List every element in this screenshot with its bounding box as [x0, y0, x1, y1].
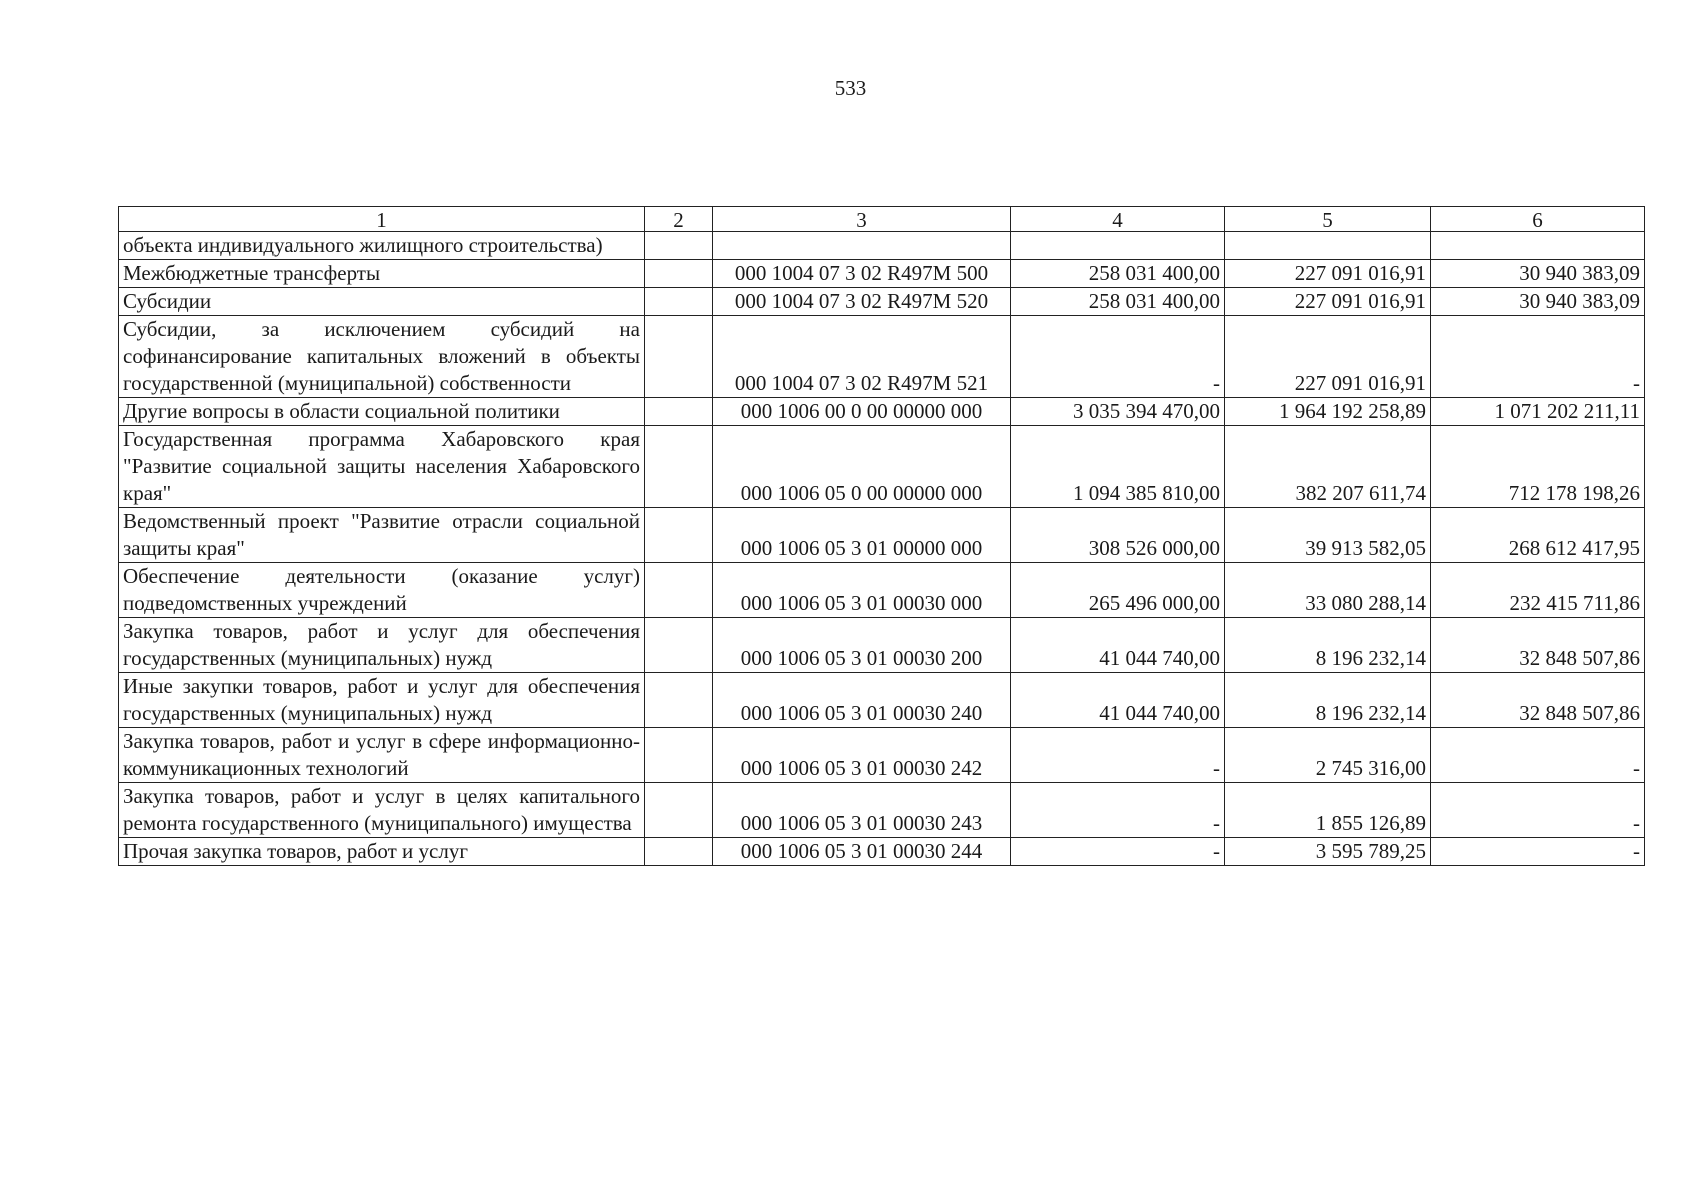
table-row: [119, 508, 1645, 563]
table-row: [119, 232, 1645, 260]
row-executed-cell: 39 913 582,05: [1225, 508, 1431, 563]
row-executed-cell: 227 091 016,91: [1225, 288, 1431, 316]
table-row: [119, 288, 1645, 316]
row-col2-cell: [645, 838, 713, 866]
row-remaining-cell: -: [1431, 783, 1645, 838]
col-header-6: 6: [1431, 207, 1645, 232]
table-row: [119, 316, 1645, 398]
row-remaining-cell: 232 415 711,86: [1431, 563, 1645, 618]
row-planned-cell: -: [1011, 728, 1225, 783]
row-col2-cell: [645, 426, 713, 508]
row-code-cell: 000 1006 05 3 01 00030 240: [713, 673, 1011, 728]
col-header-1: 1: [119, 207, 645, 232]
row-remaining-cell: -: [1431, 838, 1645, 866]
row-executed-cell: 227 091 016,91: [1225, 316, 1431, 398]
row-remaining-cell: 30 940 383,09: [1431, 260, 1645, 288]
row-code-cell: 000 1004 07 3 02 R497M 520: [713, 288, 1011, 316]
row-executed-cell: 8 196 232,14: [1225, 618, 1431, 673]
row-code-cell: 000 1004 07 3 02 R497M 500: [713, 260, 1011, 288]
row-code-cell: 000 1006 05 3 01 00030 000: [713, 563, 1011, 618]
row-col2-cell: [645, 398, 713, 426]
row-executed-cell: 8 196 232,14: [1225, 673, 1431, 728]
row-col2-cell: [645, 618, 713, 673]
row-code-cell: 000 1006 05 3 01 00000 000: [713, 508, 1011, 563]
row-planned-cell: 258 031 400,00: [1011, 260, 1225, 288]
row-col2-cell: [645, 508, 713, 563]
row-col2-cell: [645, 288, 713, 316]
col-header-5: 5: [1225, 207, 1431, 232]
row-name-cell: Иные закупки товаров, работ и услуг для обеспечения государственных (муниципальных) нужд: [119, 673, 645, 728]
row-col2-cell: [645, 673, 713, 728]
row-name-cell: Закупка товаров, работ и услуг для обеспечения государственных (муниципальных) нужд: [119, 618, 645, 673]
row-col2-cell: [645, 728, 713, 783]
row-planned-cell: -: [1011, 783, 1225, 838]
row-name-cell: Межбюджетные трансферты: [119, 260, 645, 288]
table-row: [119, 728, 1645, 783]
row-code-cell: 000 1006 05 3 01 00030 200: [713, 618, 1011, 673]
row-planned-cell: 41 044 740,00: [1011, 618, 1225, 673]
table-row: [119, 838, 1645, 866]
table-row: [119, 783, 1645, 838]
row-remaining-cell: 1 071 202 211,11: [1431, 398, 1645, 426]
row-remaining-cell: -: [1431, 316, 1645, 398]
table-row: [119, 673, 1645, 728]
row-executed-cell: 2 745 316,00: [1225, 728, 1431, 783]
row-col2-cell: [645, 563, 713, 618]
row-executed-cell: 1 964 192 258,89: [1225, 398, 1431, 426]
row-remaining-cell: 32 848 507,86: [1431, 618, 1645, 673]
row-name-cell: Ведомственный проект "Развитие отрасли социальной защиты края": [119, 508, 645, 563]
col-header-3: 3: [713, 207, 1011, 232]
table-row: [119, 563, 1645, 618]
row-executed-cell: 3 595 789,25: [1225, 838, 1431, 866]
row-planned-cell: 265 496 000,00: [1011, 563, 1225, 618]
row-executed-cell: 33 080 288,14: [1225, 563, 1431, 618]
row-code-cell: 000 1006 05 3 01 00030 242: [713, 728, 1011, 783]
row-remaining-cell: 268 612 417,95: [1431, 508, 1645, 563]
page-number: 533: [834, 76, 867, 100]
row-name-cell: Обеспечение деятельности (оказание услуг) подведомственных учреждений: [119, 563, 645, 618]
row-name-cell: Прочая закупка товаров, работ и услуг: [119, 838, 645, 866]
row-code-cell: 000 1006 05 3 01 00030 244: [713, 838, 1011, 866]
row-name-cell: Субсидии: [119, 288, 645, 316]
row-name-cell: Закупка товаров, работ и услуг в целях капитального ремонта государственного (муниципального) имущества: [119, 783, 645, 838]
row-executed-cell: 382 207 611,74: [1225, 426, 1431, 508]
row-executed-cell: 1 855 126,89: [1225, 783, 1431, 838]
table-row: [119, 426, 1645, 508]
row-executed-cell: 227 091 016,91: [1225, 260, 1431, 288]
row-planned-cell: 258 031 400,00: [1011, 288, 1225, 316]
row-planned-cell: 3 035 394 470,00: [1011, 398, 1225, 426]
row-col2-cell: [645, 316, 713, 398]
row-remaining-cell: 32 848 507,86: [1431, 673, 1645, 728]
col-header-4: 4: [1011, 207, 1225, 232]
col-header-2: 2: [645, 207, 713, 232]
row-name-cell: объекта индивидуального жилищного строительства): [119, 232, 645, 260]
row-code-cell: [713, 232, 1011, 260]
row-col2-cell: [645, 783, 713, 838]
row-code-cell: 000 1006 05 3 01 00030 243: [713, 783, 1011, 838]
row-planned-cell: 1 094 385 810,00: [1011, 426, 1225, 508]
row-planned-cell: -: [1011, 838, 1225, 866]
row-remaining-cell: [1431, 232, 1645, 260]
table-body: [119, 232, 1645, 866]
row-code-cell: 000 1006 05 0 00 00000 000: [713, 426, 1011, 508]
row-code-cell: 000 1006 00 0 00 00000 000: [713, 398, 1011, 426]
row-remaining-cell: 30 940 383,09: [1431, 288, 1645, 316]
budget-table: [118, 206, 1645, 866]
row-planned-cell: 41 044 740,00: [1011, 673, 1225, 728]
row-planned-cell: -: [1011, 316, 1225, 398]
row-planned-cell: 308 526 000,00: [1011, 508, 1225, 563]
table-row: [119, 618, 1645, 673]
table-row: [119, 398, 1645, 426]
row-name-cell: Другие вопросы в области социальной политики: [119, 398, 645, 426]
row-planned-cell: [1011, 232, 1225, 260]
row-name-cell: Государственная программа Хабаровского края "Развитие социальной защиты населения Хабаровского края": [119, 426, 645, 508]
row-remaining-cell: 712 178 198,26: [1431, 426, 1645, 508]
header-row: [119, 207, 1645, 232]
row-name-cell: Субсидии, за исключением субсидий на софинансирование капитальных вложений в объекты государственной (муниципальной) собственности: [119, 316, 645, 398]
row-col2-cell: [645, 260, 713, 288]
table-row: [119, 260, 1645, 288]
row-executed-cell: [1225, 232, 1431, 260]
row-remaining-cell: -: [1431, 728, 1645, 783]
row-name-cell: Закупка товаров, работ и услуг в сфере информационно-коммуникационных технологий: [119, 728, 645, 783]
row-col2-cell: [645, 232, 713, 260]
row-code-cell: 000 1004 07 3 02 R497M 521: [713, 316, 1011, 398]
